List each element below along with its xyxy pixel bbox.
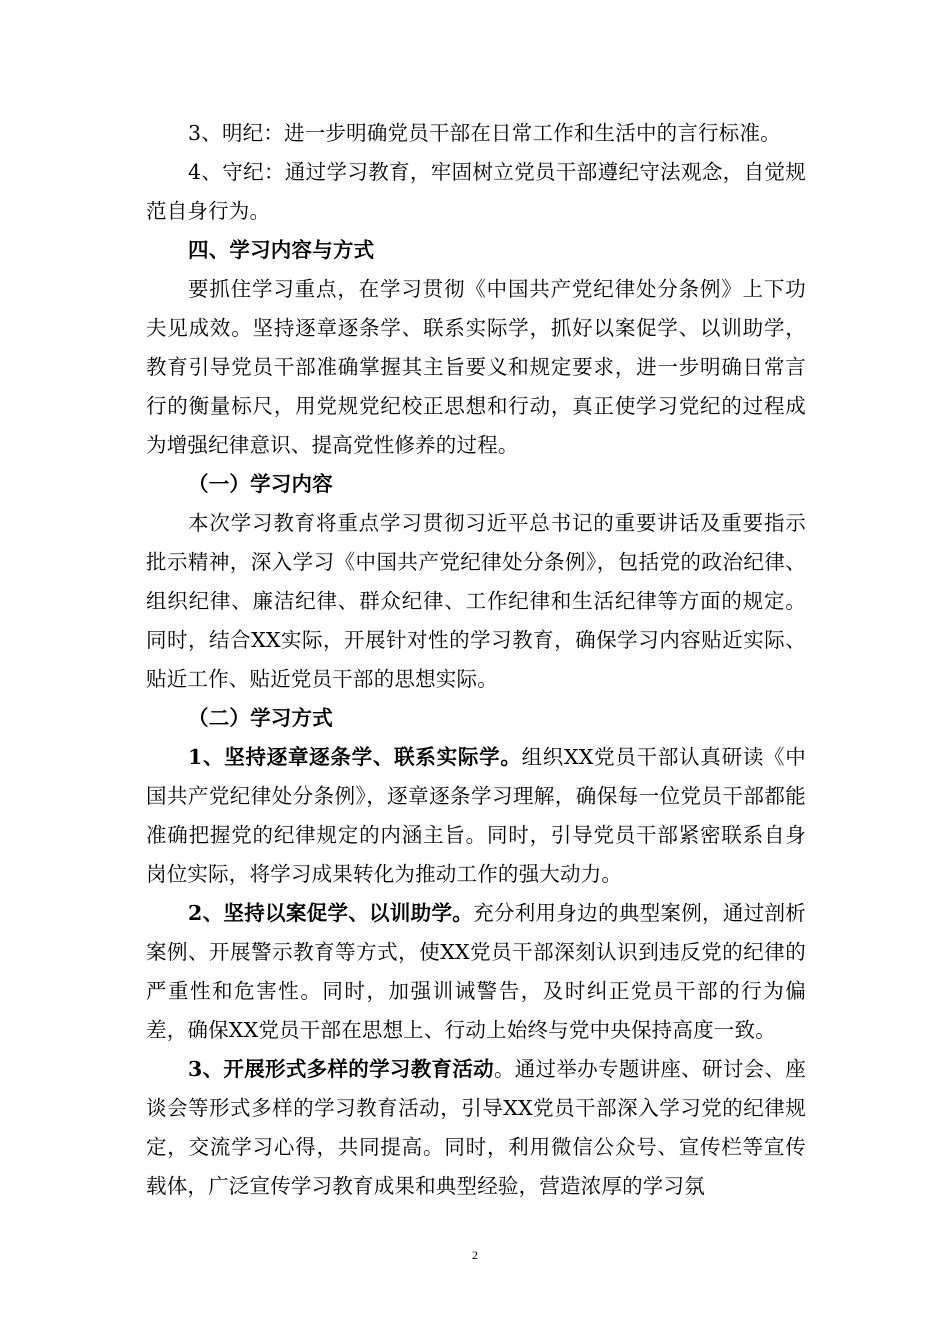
method-1-lead: 1、坚持逐章逐条学、联系实际学。 [188,745,522,769]
paragraph-content: 本次学习教育将重点学习贯彻习近平总书记的重要讲话及重要指示批示精神，深入学习《中国共产党纪律处分条例》，包括党的政治纪律、组织纪律、廉洁纪律、群众纪律、工作纪律和生活纪律等方面的规定。同时，结合XX实际，开展针对性的学习教育，确保学习内容贴近实际、贴近工作、贴近党员干部的思想实际。 [146,511,806,691]
method-1-body: 组织XX党员干部认真研读《中国共产党纪律处分条例》，逐章逐条学习理解，确保每一位党员干部都能准确把握党的纪律规定的内涵主旨。同时，引导党员干部紧密联系自身岗位实际，将学习成果转化为推动工作的强大动力。 [146,745,806,886]
method-3-lead: 3、开展形式多样的学习教育活动 [188,1057,494,1081]
method-2-body: 充分利用身边的典型案例，通过剖析案例、开展警示教育等方式，使XX党员干部深刻认识到违反党的纪律的严重性和危害性。同时，加强训诫警告，及时纠正党员干部的行为偏差，确保XX党员干部在思想上、行动上始终与党中央保持高度一致。 [146,901,806,1042]
paragraph-shouji: 4、守纪：通过学习教育，牢固树立党员干部遵纪守法观念，自觉规范自身行为。 [146,160,806,223]
document-page [146,114,806,1206]
paragraph-method-1 [146,738,806,894]
paragraph-intro: 要抓住学习重点，在学习贯彻《中国共产党纪律处分条例》上下功夫见成效。坚持逐章逐条学、联系实际学，抓好以案促学、以训助学，教育引导党员干部准确掌握其主旨要义和规定要求，进一步明确日常言行的衡量标尺，用党规党纪校正思想和行动，真正使学习党纪的过程成为增强纪律意识、提高党性修养的过程。 [146,277,806,457]
paragraph-mingji: 3、明纪：进一步明确党员干部在日常工作和生活中的言行标准。 [188,121,781,145]
page-number: 2 [472,1248,478,1262]
paragraph-method-3 [146,1050,806,1206]
section-heading-4: 四、学习内容与方式 [188,238,375,262]
subheading-content: （一）学习内容 [188,472,333,496]
method-2-lead: 2、坚持以案促学、以训助学。 [188,901,474,925]
method-3-body: 。通过举办专题讲座、研讨会、座谈会等形式多样的学习教育活动，引导XX党员干部深入学习党的纪律规定，交流学习心得，共同提高。同时，利用微信公众号、宣传栏等宣传载体，广泛宣传学习教育成果和典型经验，营造浓厚的学习氛 [146,1057,806,1198]
subheading-method: （二）学习方式 [188,706,333,730]
paragraph-method-2 [146,894,806,1050]
